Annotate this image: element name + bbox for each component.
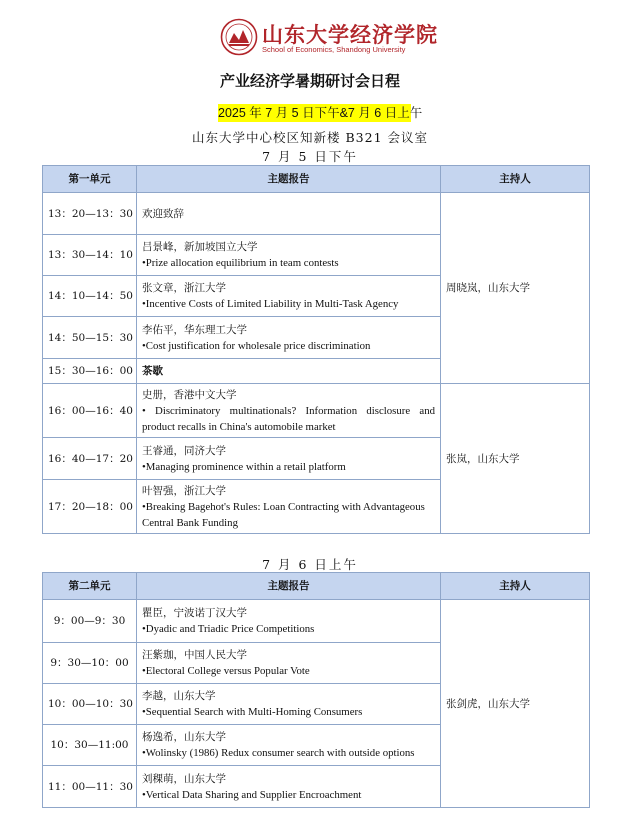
venue: 山东大学中心校区知新楼 B321 会议室 (192, 130, 428, 145)
speaker: 汪紫珈，中国人民大学 (142, 649, 247, 661)
table-row (43, 193, 590, 235)
day1-label: 7 月 5 日下午 (262, 149, 358, 164)
talk-title: •Wolinsky (1986) Redux consumer search with outside options (142, 747, 415, 759)
table-header-row (43, 573, 590, 600)
speaker: 李越，山东大学 (142, 690, 216, 702)
university-logo (220, 18, 438, 60)
time-cell: 16：40—17：20 (43, 438, 137, 480)
talk-cell (137, 600, 441, 643)
logo-name-en: School of Economics, Shandong University (262, 45, 406, 54)
time-cell: 14：50—15：30 (43, 317, 137, 359)
host-cell: 张岚，山东大学 (441, 384, 590, 534)
speaker: 瞿臣，宁波诺丁汉大学 (142, 607, 247, 619)
time-cell: 17：20—18：00 (43, 480, 137, 534)
talk-cell (137, 384, 441, 438)
table-header-row (43, 166, 590, 193)
time-cell: 11：00—11：30 (43, 766, 137, 808)
table-row (43, 384, 590, 438)
host-header: 主持人 (441, 166, 590, 193)
date-range-highlight: 2025 年 7 月 5 日下午&7 月 6 日上午 (218, 106, 423, 120)
talk-title: •Vertical Data Sharing and Supplier Encroachment (142, 788, 362, 801)
welcome-text: 欢迎致辞 (142, 207, 184, 220)
talk-title: •Sequential Search with Multi-Homing Consumers (142, 706, 363, 718)
speaker: 刘稞萌，山东大学 (142, 772, 226, 785)
talk-header: 主题报告 (137, 573, 441, 600)
day2-label: 7 月 6 日上午 (262, 557, 358, 572)
host-cell: 周晓岚，山东大学 (441, 193, 590, 384)
talk-cell (137, 643, 441, 684)
document-title: 产业经济学暑期研讨会日程 (219, 72, 400, 90)
talk-cell (137, 684, 441, 725)
speaker: 史册，香港中文大学 (142, 388, 237, 401)
talk-cell (137, 480, 441, 534)
time-cell: 10：30—11:00 (43, 725, 137, 766)
host-header: 主持人 (441, 573, 590, 600)
talk-cell (137, 276, 441, 317)
day1-schedule-table (42, 165, 590, 534)
time-cell: 15：30—16：00 (43, 359, 137, 384)
talk-cell (137, 317, 441, 359)
talk-cell (137, 766, 441, 808)
tea-break-text: 茶歇 (142, 365, 163, 377)
talk-header: 主题报告 (137, 166, 441, 193)
talk-cell (137, 438, 441, 480)
speaker: 吕景峰，新加坡国立大学 (142, 241, 258, 253)
time-cell: 9：30—10：00 (43, 643, 137, 684)
speaker: 王睿通，同济大学 (142, 444, 226, 457)
speaker: 张文章，浙江大学 (142, 282, 226, 294)
talk-title: •Dyadic and Triadic Price Competitions (142, 623, 315, 635)
table-row (43, 600, 590, 643)
unit-header: 第一单元 (43, 166, 137, 193)
speaker: 李佑平，华东理工大学 (142, 323, 247, 336)
talk-cell (137, 725, 441, 766)
talk-title: •Incentive Costs of Limited Liability in Multi-Task Agency (142, 298, 399, 310)
talk-title: • Discriminatory multinationals? Information disclosure and product recalls in China's automobile market (142, 404, 435, 433)
unit-header: 第二单元 (43, 573, 137, 600)
talk-title: •Cost justification for wholesale price discrimination (142, 339, 371, 352)
talk-cell (137, 235, 441, 276)
time-cell: 9：00—9：30 (43, 600, 137, 643)
speaker: 叶智强，浙江大学 (142, 484, 226, 497)
talk-title: •Electoral College versus Popular Vote (142, 665, 310, 677)
talk-title: •Managing prominence within a retail platform (142, 460, 346, 473)
talk-cell (137, 193, 441, 235)
time-cell: 13：20—13：30 (43, 193, 137, 235)
time-cell: 10：00—10：30 (43, 684, 137, 725)
speaker: 杨逸希，山东大学 (142, 731, 226, 743)
logo-name-cn: 山东大学经济学院 (262, 22, 438, 47)
time-cell: 16：00—16：40 (43, 384, 137, 438)
talk-cell (137, 359, 441, 384)
university-seal-icon (220, 18, 258, 56)
host-cell: 张剑虎，山东大学 (441, 600, 590, 808)
talk-title: •Breaking Bagehot's Rules: Loan Contracting with Advantageous Central Bank Funding (142, 500, 425, 529)
time-cell: 14：10—14：50 (43, 276, 137, 317)
day2-schedule-table (42, 572, 590, 808)
talk-title: •Prize allocation equilibrium in team contests (142, 257, 339, 269)
time-cell: 13：30—14：10 (43, 235, 137, 276)
